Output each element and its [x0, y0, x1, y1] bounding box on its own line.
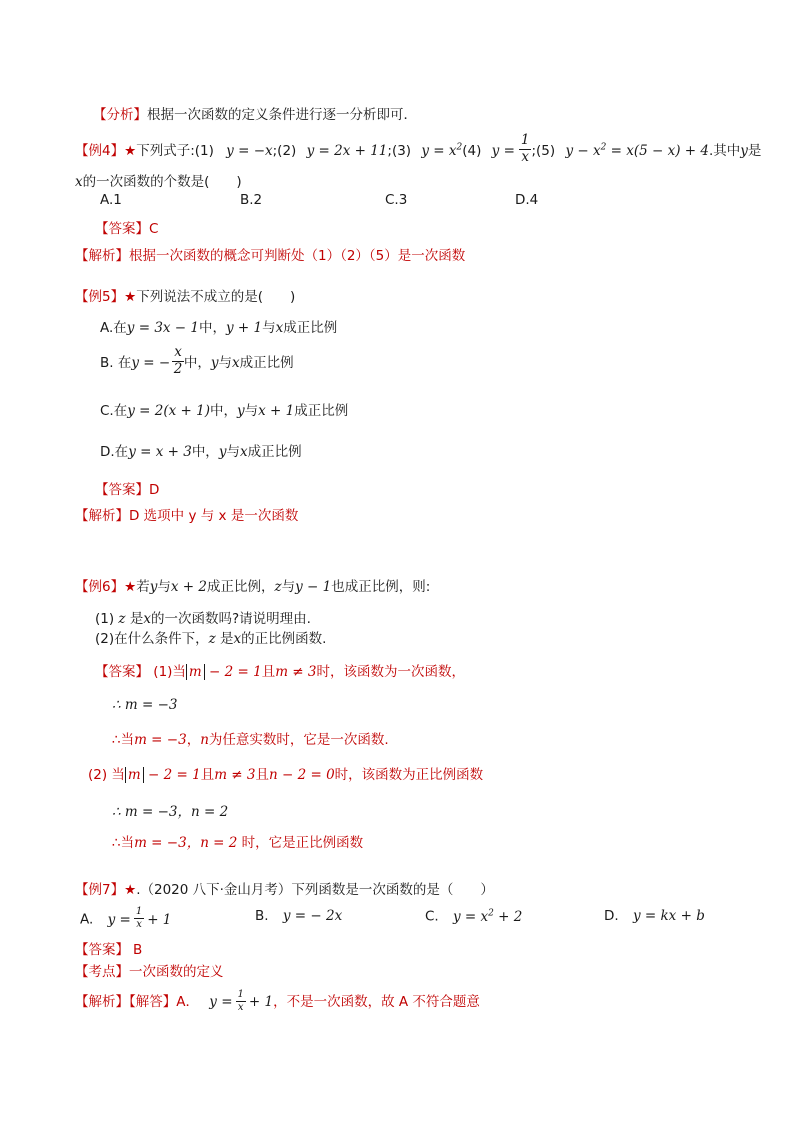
ex4-suffix: .其中y是 — [708, 143, 762, 159]
ex7-answer: 【答案】 B — [75, 942, 143, 958]
ex7-option-c: C. $y = x^2 + 2$ — [425, 908, 523, 925]
star-icon: ★ — [124, 579, 137, 595]
ex7-point: 【考点】一次函数的定义 — [75, 964, 224, 980]
ex5-explanation: 【解析】D 选项中 y 与 x 是一次函数 — [75, 508, 299, 524]
ex4-option-c: C.3 — [385, 192, 408, 208]
ex7-option-d: D. y = kx + b — [604, 908, 705, 924]
ex6-answer-line3: ∴当m = −3，n为任意实数时，它是一次函数. — [112, 732, 389, 748]
ex4-expr1: y = −x — [226, 143, 273, 159]
star-icon: ★ — [124, 143, 137, 159]
ex6-answer-line1: 【答案】 (1)当 m − 2 = 1且m ≠ 3时，该函数为一次函数， — [95, 664, 465, 680]
ex7-question — [75, 878, 494, 898]
ex7-option-b: B. y = − 2x — [255, 908, 343, 924]
ex5-tag: 【例5】 — [75, 289, 125, 305]
analysis-text: 根据一次函数的定义条件进行逐一分析即可． — [147, 107, 417, 123]
ex7-option-a: A. y = $\frac{1}{x}$ + 1 — [80, 906, 172, 930]
ex6-part1: (1) z 是x的一次函数吗?请说明理由. — [95, 611, 311, 627]
ex4-line2: 的一次函数的个数是( ) — [82, 174, 242, 190]
ex5-answer: 【答案】D — [95, 482, 160, 498]
ex4-explanation: 【解析】根据一次函数的概念可判断处（1）（2）（5）是一次函数 — [75, 248, 466, 264]
ex4-expr2: y = 2x + 11 — [306, 143, 388, 159]
ex7-tag: 【例7】 — [75, 882, 125, 898]
ex4-option-a: A.1 — [100, 192, 122, 208]
ex5-option-a: A.在y = 3x − 1中，y + 1与x成正比例 — [100, 320, 338, 336]
ex4-sep3: ;(3) — [387, 143, 412, 159]
ex4-question-line1 — [75, 132, 762, 166]
ex4-x: x — [75, 174, 83, 190]
analysis-tag: 【分析】 — [93, 107, 147, 123]
star-icon: ★ — [124, 289, 137, 305]
ex6-answer-line2: ∴ m = −3 — [112, 697, 178, 713]
ex6-answer-line5: ∴ m = −3，n = 2 — [112, 804, 229, 820]
ex4-prefix: 下列式子:(1) — [136, 143, 214, 159]
ex4-option-d: D.4 — [515, 192, 539, 208]
ex7-explanation: 【解析】【解答】A． y = $\frac{1}{x}$ + 1，不是一次函数，故 A 不符合题意 — [75, 988, 480, 1013]
star-icon: ★ — [124, 882, 137, 898]
ex4-answer: 【答案】C — [95, 221, 159, 237]
ex4-tag: 【例4】 — [75, 143, 125, 159]
analysis-line — [93, 103, 417, 123]
ex4-expr5: $y - x^2 = x(5 - x) + 4$ — [565, 142, 709, 159]
ex4-expr3: $y = x^2$ — [421, 142, 463, 159]
ex6-answer-line6: ∴当m = −3，n = 2 时，它是正比例函数 — [112, 835, 364, 851]
ex7-question-text: .（2020 八下·金山月考）下列函数是一次函数的是（ ） — [136, 882, 494, 898]
ex5-option-d: D.在y = x + 3中，y与x成正比例 — [100, 444, 302, 460]
absolute-value: m — [186, 664, 205, 680]
ex6-tag: 【例6】 — [75, 579, 125, 595]
absolute-value: m — [125, 767, 144, 783]
ex4-expr4: y = — [491, 143, 515, 159]
ex4-question-line2 — [75, 170, 242, 190]
ex6-question: 【例6】★若y与x + 2成正比例，z与y − 1也成正比例，则: — [75, 579, 431, 595]
ex5-option-c: C.在y = 2(x + 1)中，y与x + 1成正比例 — [100, 403, 349, 419]
ex4-sep4: (4) — [462, 143, 482, 159]
ex4-expr4-fraction: $\frac{1}{x}$ — [520, 132, 530, 165]
ex5-question — [75, 285, 295, 305]
ex6-part2: (2)在什么条件下，z 是x的正比例函数. — [95, 631, 327, 647]
ex4-sep5: ;(5) — [531, 143, 556, 159]
ex4-sep2: ;(2) — [272, 143, 297, 159]
ex4-option-b: B.2 — [240, 192, 263, 208]
ex6-answer-line4: (2) 当 m − 2 = 1且m ≠ 3且n − 2 = 0时，该函数为正比例函数 — [88, 767, 484, 783]
ex5-option-b: B. 在y = − $\frac{x}{2}$ 中，y与x成正比例 — [100, 344, 294, 377]
ex5-question-text: 下列说法不成立的是( ) — [136, 289, 296, 305]
